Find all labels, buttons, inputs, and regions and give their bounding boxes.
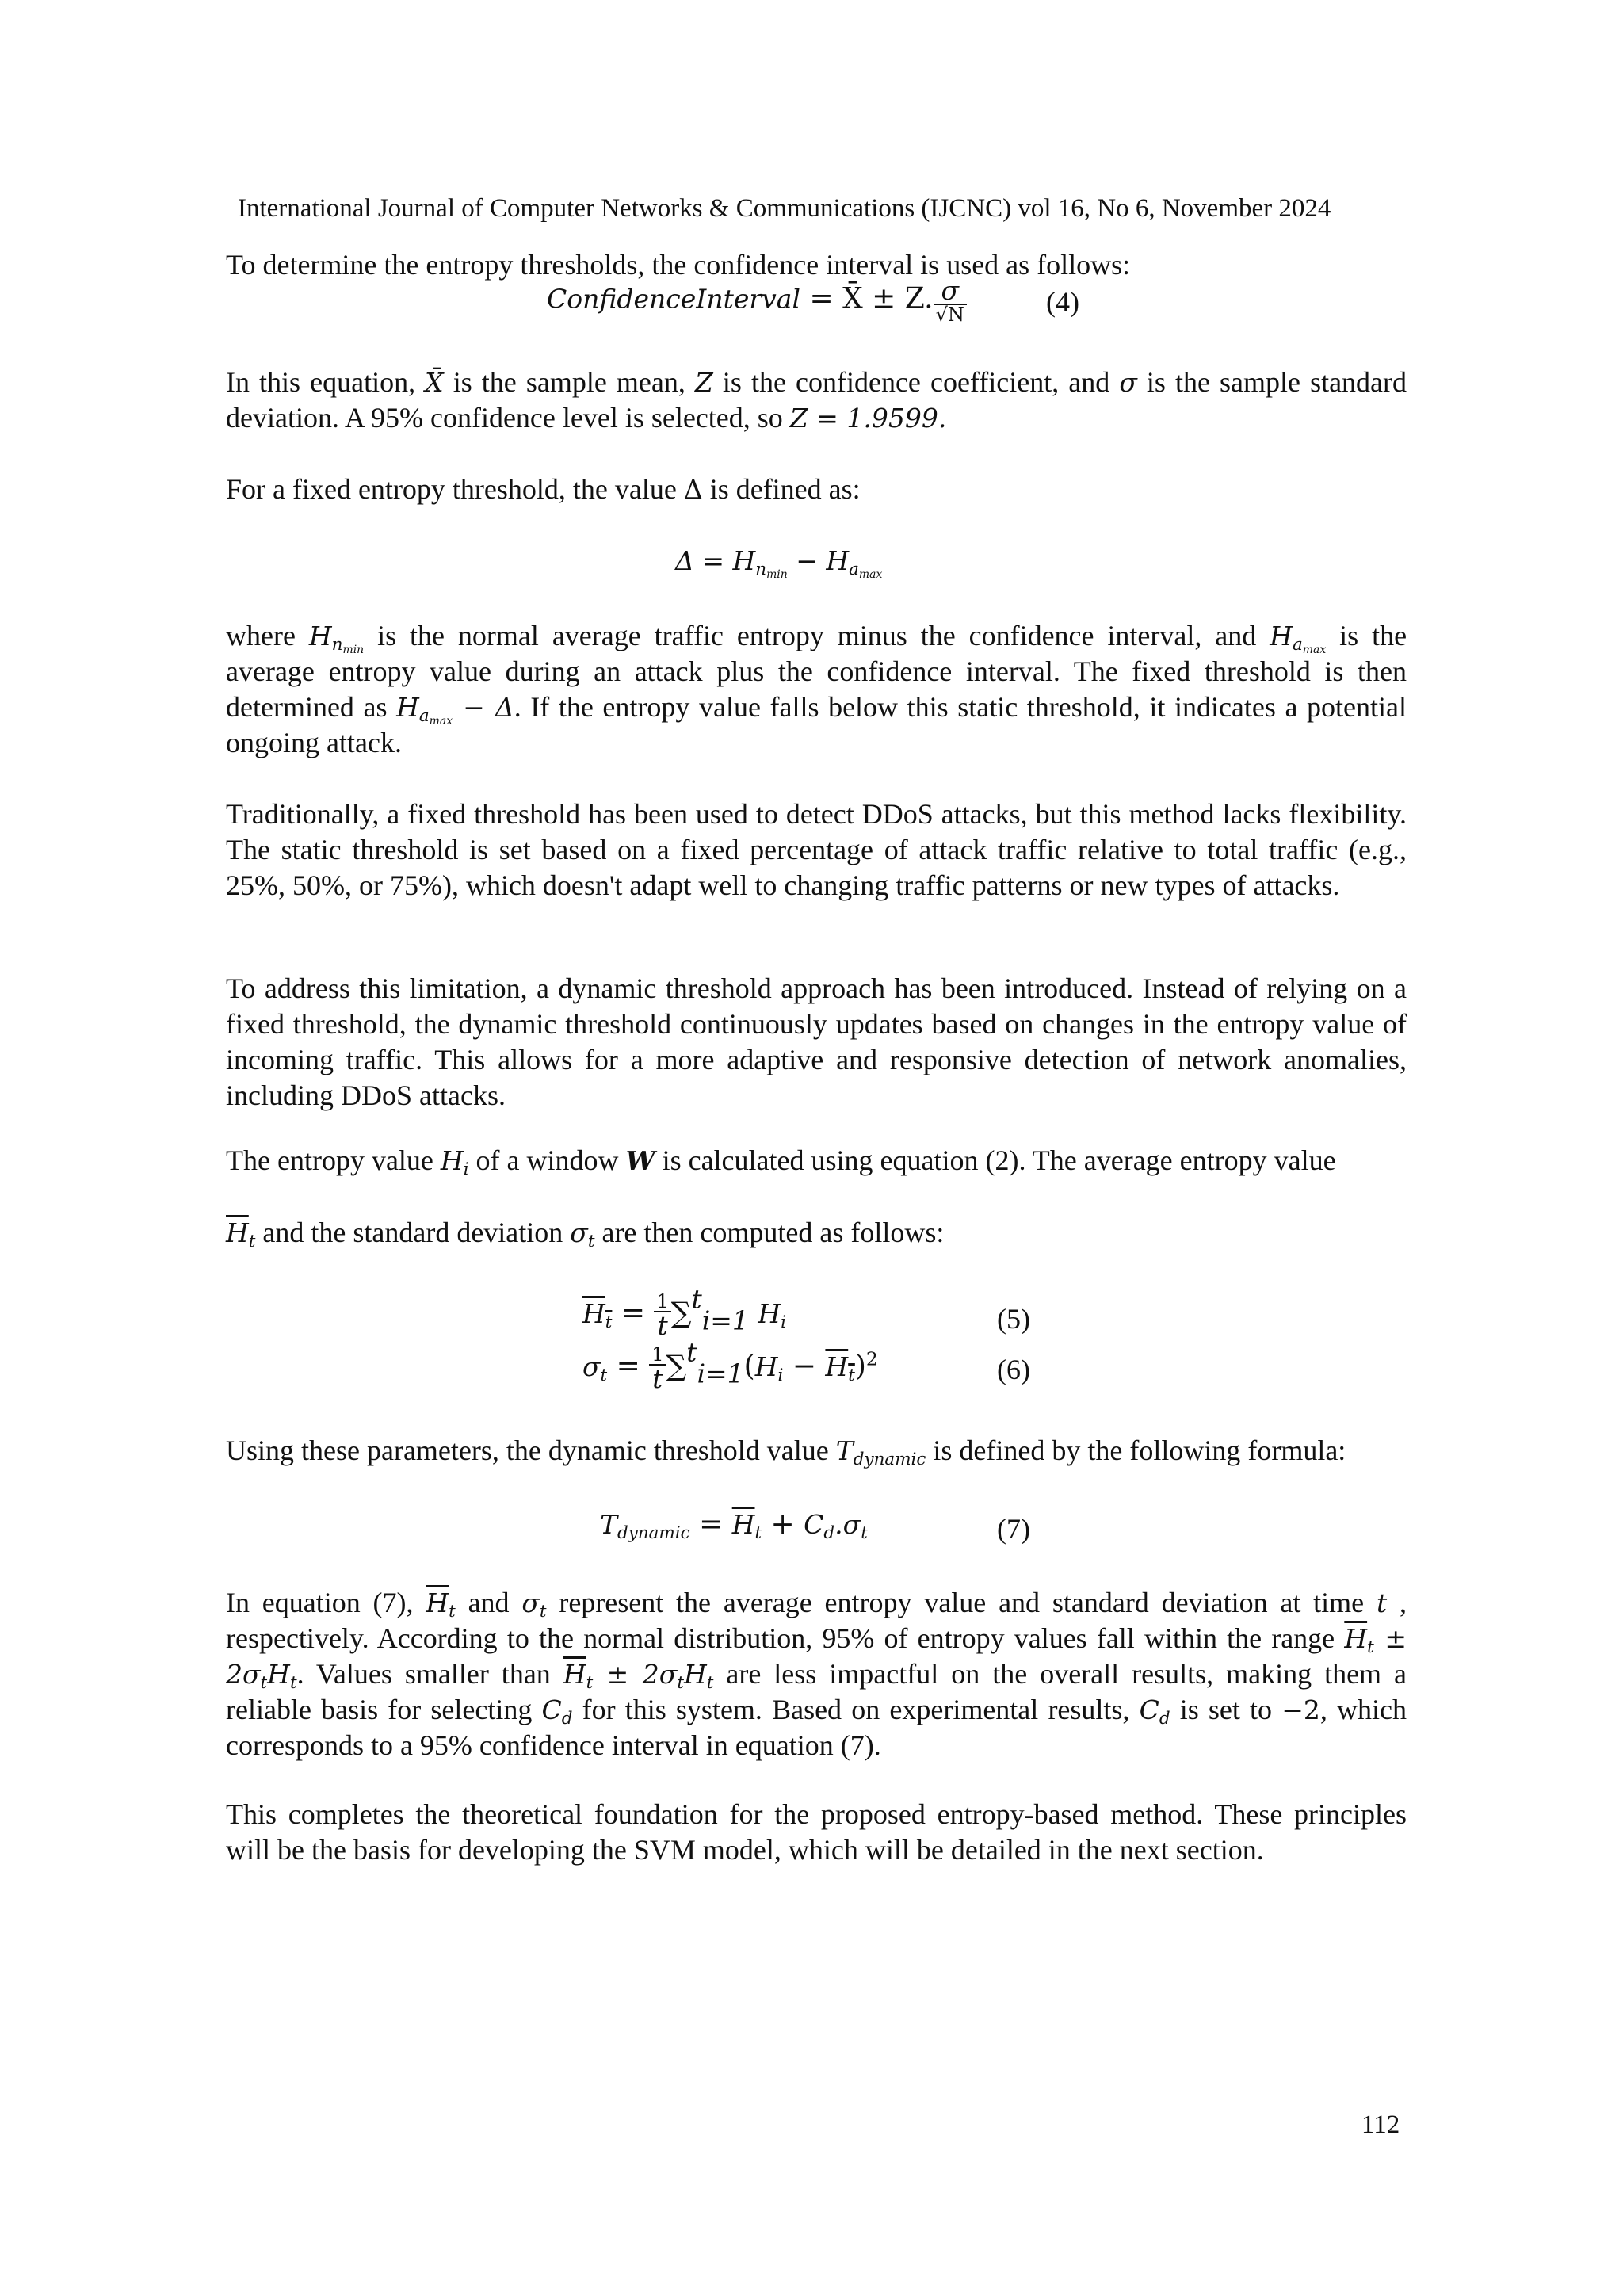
equation-number-4: (4) (1046, 286, 1079, 318)
equation-7: $T_{dynamic} = \overline{H}_t + C_d.\sigma_t$ (600, 1508, 868, 1543)
paragraph-average: $\overline{H}_t$ and the standard deviation $\sigma_t$ are then computed as follows: (226, 1217, 945, 1251)
paragraph-dynamic-threshold: Using these parameters, the dynamic threshold value $T_{dynamic}$ is defined by the following formula: (226, 1435, 1346, 1469)
equation-6: $\sigma_t$ = $\frac{1}{t}$ $\sum^t_{i=1}(H_i - H_t)^2$ (582, 1336, 878, 1394)
paragraph-intro: To determine the entropy thresholds, the confidence interval is used as follows: (226, 249, 1131, 281)
paragraph-traditional: Traditionally, a fixed threshold has been used to detect DDoS attacks, but this method lacks flexibility. The static threshold is set based on a fixed percentage of attack traffic relative to total traffic (e.g., 25%, 50%, or 75%), which doesn't adapt well to changing traffic patterns or new types of attacks. (226, 798, 1407, 901)
equation-4: ConfidenceInterval = X̄ ± Z. $\frac{\sigma}{√N}$ (547, 277, 967, 324)
running-header: International Journal of Computer Networks & Communications (IJCNC) vol 16, No 6, November 2024 (238, 194, 1331, 223)
paragraph-entropy-value: The entropy value $H_i$ of a window W is calculated using equation (2). The average entropy value (226, 1144, 1336, 1179)
equation-number-6: (6) (997, 1354, 1030, 1385)
paragraph-dynamic: To address this limitation, a dynamic threshold approach has been introduced. Instead of relying on a fixed threshold, the dynamic threshold continuously updates based on changes in the entropy value of incoming traffic. This allows for a more adaptive and responsive detection of network anomalies, including DDoS attacks. (226, 972, 1407, 1111)
paragraph-conclusion: This completes the theoretical foundation for the proposed entropy-based method. These principles will be the basis for developing the SVM model, which will be detailed in the next section. (226, 1798, 1407, 1866)
page-number: 112 (1361, 2111, 1400, 2139)
equation-number-5: (5) (997, 1303, 1030, 1335)
equation-delta: $\Delta = H_{n_{min}} - H_{a_{max}}$ (675, 545, 883, 581)
paragraph-equation-7: In equation (7), $\overline{H}_t$ and $\sigma_t$ represent the average entropy value and standard deviation at time t , respectively. According to the normal distribution, 95% of entropy values fall within the range $\overline{H}_t \pm 2\sigma_tH_t$. Values smaller than $\overline{H}_t \pm 2\sigma_tH_t$ are less impactful on the overall results, making them a reliable basis for selecting $C_d$ for this system. Based on experimental results, $C_d$ is set to −2, which corresponds to a 95% confidence interval in equation (7). (226, 1587, 1407, 1761)
fraction: $\frac{\sigma}{√N}$ (934, 277, 967, 324)
paragraph-fixed-threshold: For a fixed entropy threshold, the value Δ is defined as: (226, 473, 861, 505)
equation-number-7: (7) (997, 1513, 1030, 1545)
paragraph-where: where $H_{n_{min}}$ is the normal average traffic entropy minus the confidence interval, and $H_{a_{max}}$ is the average entropy value during an attack plus the confidence interval. The fixed threshold is then determined as $H_{a_{max}} - \Delta$. If the entropy value falls below this static threshold, it indicates a potential ongoing attack. (226, 620, 1407, 758)
paragraph-confidence: In this equation, X̄ is the sample mean, Z is the confidence coefficient, and σ is the sample standard deviation. A 95% confidence level is selected, so Z = 1.9599. (226, 366, 1407, 434)
equation-5: $H_t$ = $\frac{1}{t}$ ∑$^t_{i=1}$ $H_i$ (582, 1283, 787, 1341)
